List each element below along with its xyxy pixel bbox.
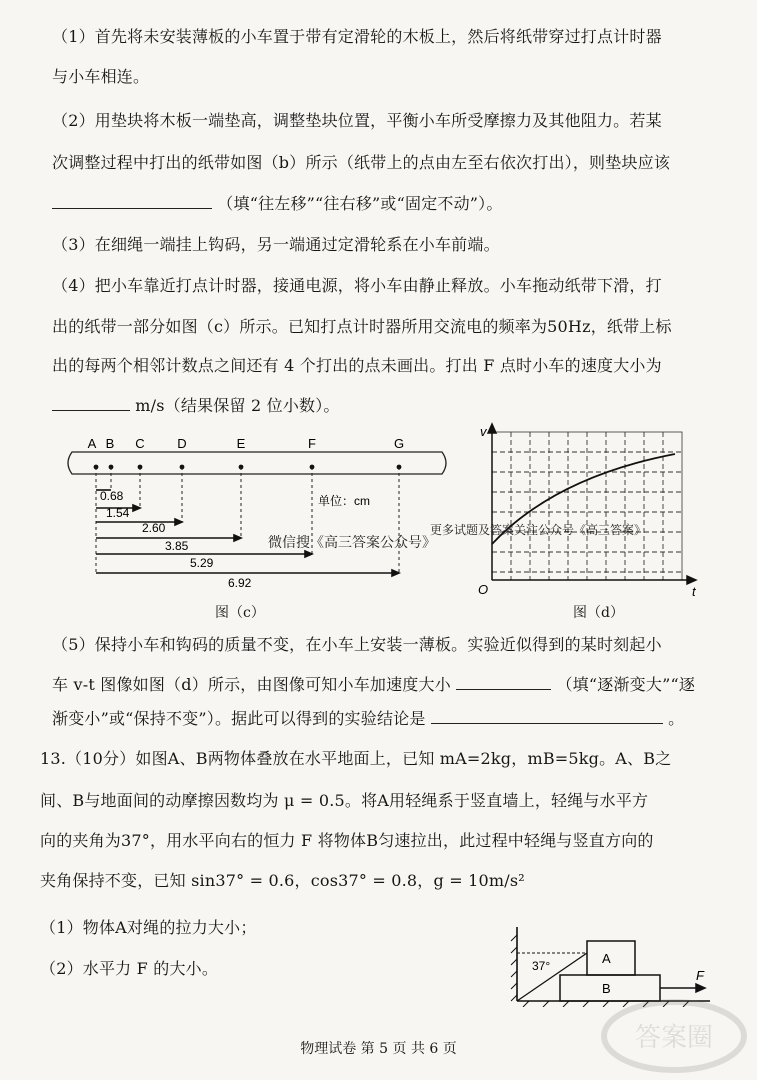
q13-line2: 间、B与地面间的动摩擦因数均为 μ = 0.5。将A用轻绳系于竖直墙上，轻绳与水平方 <box>40 791 649 810</box>
answer-blank-3[interactable] <box>456 675 551 690</box>
q12-part5-line1: （5）保持小车和钩码的质量不变，在小车上安装一薄板。实验近似得到的某时刻起小 <box>52 635 662 654</box>
rope <box>517 953 587 1001</box>
q12-part4-line1: （4）把小车靠近打点计时器，接通电源，将小车由静止释放。小车拖动纸带下滑，打 <box>52 276 662 295</box>
tape-label-g: G <box>393 436 405 451</box>
force-arrow <box>660 984 705 992</box>
force-label: F <box>696 968 704 983</box>
q12-part2-line1: （2）用垫块将木板一端垫高，调整垫块位置，平衡小车所受摩擦力及其他阻力。若某 <box>52 111 662 130</box>
angle-label: 37° <box>532 959 551 973</box>
answer-blank-4[interactable] <box>431 709 663 724</box>
dim-label-ae: 3.85 <box>165 539 189 553</box>
q12-part2-line2: 次调整过程中打出的纸带如图（b）所示（纸带上的点由左至右依次打出），则垫块应该 <box>52 153 671 172</box>
q12-part4-line2: 出的纸带一部分如图（c）所示。已知打点计时器所用交流电的频率为50Hz，纸带上标 <box>52 317 672 336</box>
dim-label-ab: 0.68 <box>100 489 124 503</box>
q12-part5-end: 。 <box>668 709 685 728</box>
page-footer: 物理试卷 第 5 页 共 6 页 <box>300 1041 457 1057</box>
origin-label: O <box>478 582 489 597</box>
tape-label-b: B <box>105 436 115 451</box>
watermark-line-1: 更多试题及答案关注公众号《高三答案》 <box>430 523 647 537</box>
dim-label-ac: 1.54 <box>106 506 130 520</box>
block-a <box>587 941 635 975</box>
watermark-line-2: 微信搜《高三答案公众号》 <box>268 535 436 551</box>
q12-part1-line2: 与小车相连。 <box>52 67 150 86</box>
q13-line1: 13.（10分）如图A、B两物体叠放在水平地面上，已知 mA=2kg，mB=5kg。A、B之 <box>40 749 672 768</box>
dim-label-af: 5.29 <box>190 556 214 570</box>
q13-sub1: （1）物体A对绳的拉力大小； <box>40 918 257 937</box>
tape-label-e: E <box>236 436 246 451</box>
block-b-label: B <box>602 981 611 996</box>
figure-c-caption: 图（c） <box>215 605 265 621</box>
tape-label-d: D <box>177 436 187 451</box>
tape-label-a: A <box>87 436 97 451</box>
q12-part5-line2 <box>52 672 695 695</box>
q12-part5-hint: （填“逐渐变大”“逐 <box>556 675 696 694</box>
watermark-badge <box>599 996 749 1076</box>
q12-part3: （3）在细绳一端挂上钩码，另一端通过定滑轮系在小车前端。 <box>52 235 500 254</box>
block-a-label: A <box>602 951 611 966</box>
figure-d-vt-graph <box>470 422 710 602</box>
answer-blank-1[interactable] <box>52 194 212 209</box>
figure-c-tape <box>60 430 460 600</box>
q13-line3: 向的夹角为37°，用水平向右的恒力 F 将物体B匀速拉出，此过程中轻绳与竖直方向的 <box>40 831 654 850</box>
q12-part5-text: 车 v-t 图像如图（d）所示，由图像可知小车加速度大小 <box>52 675 451 694</box>
t-axis-label: t <box>692 584 696 599</box>
q12-part4-line4 <box>52 393 340 416</box>
q12-part5-line3 <box>52 706 684 729</box>
figure-13-blocks <box>505 925 730 1007</box>
q13-sub2: （2）水平力 F 的大小。 <box>40 959 219 978</box>
q12-part5-conclusion: 渐变小”或“保持不变”）。据此可以得到的实验结论是 <box>52 709 426 728</box>
q12-part2-hint: （填“往左移”“往右移”或“固定不动”）。 <box>217 194 503 213</box>
q12-part2-line3 <box>52 191 503 214</box>
q12-part4-hint: m/s（结果保留 2 位小数）。 <box>135 396 340 415</box>
q13-line4: 夹角保持不变，已知 sin37° = 0.6，cos37° = 0.8，g = 10m/s² <box>40 871 525 890</box>
unit-label: 单位：cm <box>318 494 370 508</box>
v-axis-label: v <box>480 424 487 439</box>
tape-label-f: F <box>308 436 316 451</box>
dim-label-ag: 6.92 <box>228 576 252 590</box>
watermark-badge-text: 答案圈 <box>634 1022 714 1052</box>
q12-part4-line3: 出的每两个相邻计数点之间还有 4 个打出的点未画出。打出 F 点时小车的速度大小为 <box>52 356 662 375</box>
q12-part1-line1: （1）首先将未安装薄板的小车置于带有定滑轮的木板上，然后将纸带穿过打点计时器 <box>52 27 662 46</box>
answer-blank-2[interactable] <box>52 396 130 411</box>
figure-d-caption: 图（d） <box>573 605 624 621</box>
tape-label-c: C <box>135 436 145 451</box>
dim-label-ad: 2.60 <box>142 521 166 535</box>
